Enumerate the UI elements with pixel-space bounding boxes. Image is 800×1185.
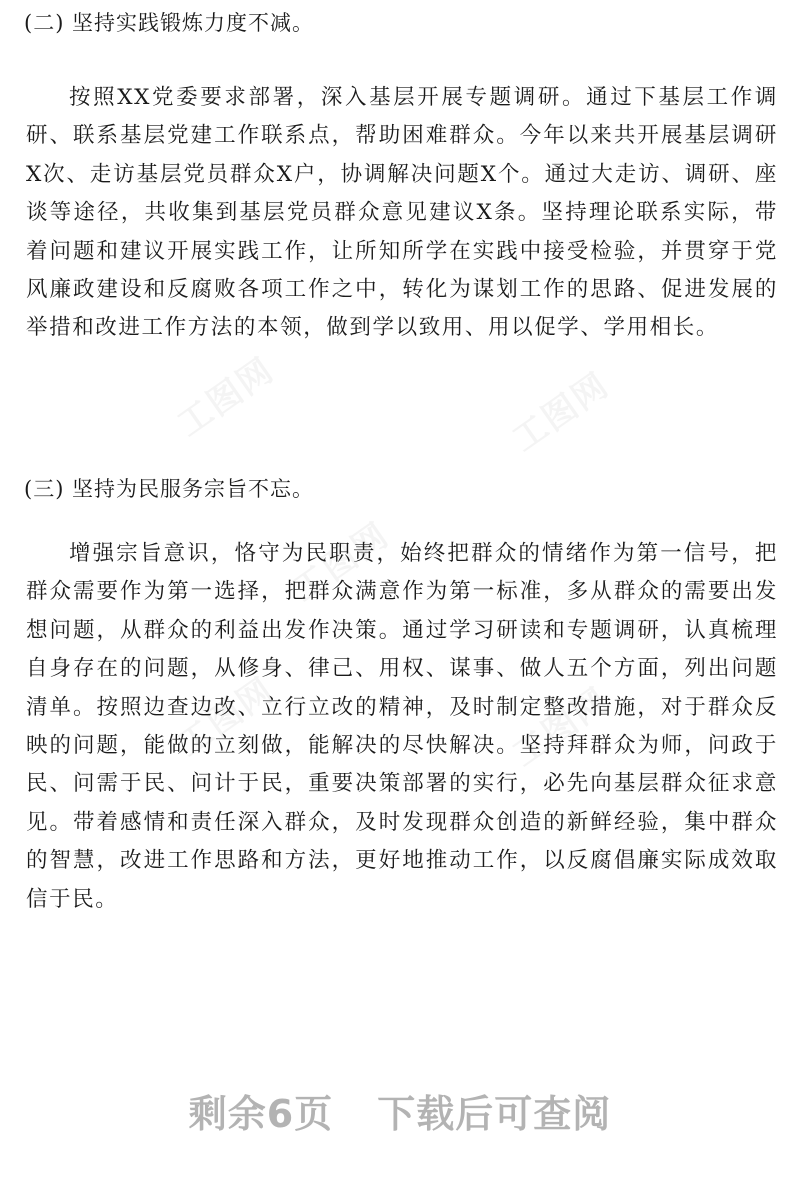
watermark: 工图网 [170,350,282,445]
remaining-pages-text: 剩余6页 [188,1092,334,1136]
section-heading: (二) 坚持实践锻炼力度不减。 [24,11,315,35]
watermark: 工图网 [285,515,397,610]
watermark: 工图网 [170,670,282,765]
section-paragraph: 按照XX党委要求部署，深入基层开展专题调研。通过下基层工作调研、联系基层党建工作联系点，帮助困难群众。今年以来共开展基层调研X次、走访基层党员群众X户，协调解决问题X个。通过大走访、调研、座谈等途径，共收集到基层党员群众意见建议X条。坚持理论联系实际，带着问题和建议开展实践工作，让所知所学在实践中接受检验，并贯穿于党风廉政建设和反腐败各项工作之中，转化为谋划工作的思路、促进发展的举措和改进工作方法的本领，做到学以致用、用以促学、学用相长。 [26,85,778,341]
download-to-view-text: 下载后可查阅 [377,1092,612,1136]
watermark: 工图网 [505,680,617,775]
download-notice[interactable] [0,1083,800,1138]
section-paragraph: 增强宗旨意识，恪守为民职责，始终把群众的情绪作为第一信号，把群众需要作为第一选择，把群众满意作为第一标准，多从群众的需要出发想问题，从群众的利益出发作决策。通过学习研读和专题调研，认真梳理自身存在的问题，从修身、律己、用权、谋事、做人五个方面，列出问题清单。按照边查边改、立行立改的精神，及时制定整改措施，对于群众反映的问题，能做的立刻做，能解决的尽快解决。坚持拜群众为师，问政于民、问需于民、问计于民，重要决策部署的实行，必先向基层群众征求意见。带着感情和责任深入群众，及时发现群众创造的新鲜经验，集中群众的智慧，改进工作思路和方法，更好地推动工作，以反腐倡廉实际成效取信于民。 [26,541,778,912]
section-heading: (三) 坚持为民服务宗旨不忘。 [24,477,315,501]
watermark: 工图网 [505,365,617,460]
